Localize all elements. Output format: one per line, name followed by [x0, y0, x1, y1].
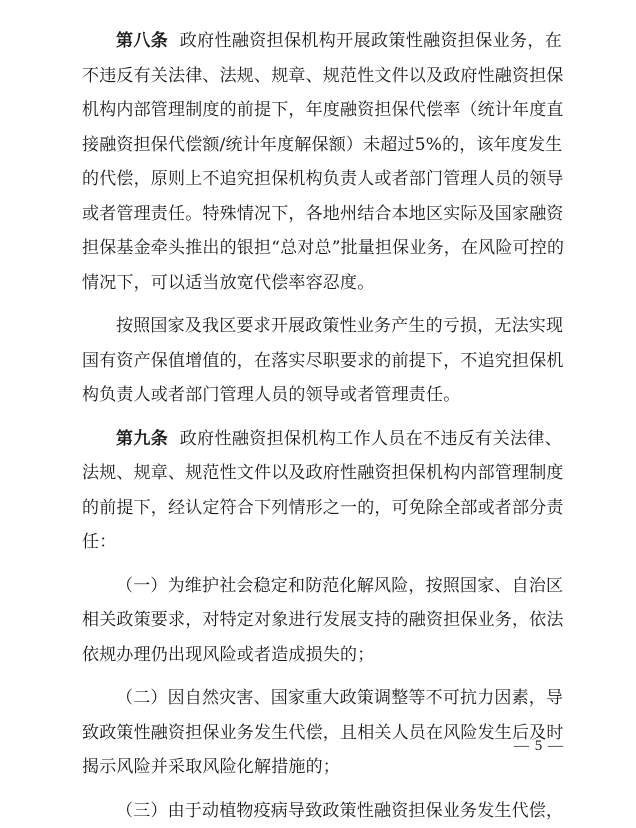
item-1-line-3: 依规办理仍出现风险或者造成损失的； [82, 638, 562, 673]
item-2-line-3: 揭示风险并采取风险化解措施的； [82, 750, 562, 785]
article-9-line-1 [82, 422, 562, 457]
article-8-line-5: 的代偿，原则上不追究担保机构负责人或者部门管理人员的领导 [82, 162, 562, 197]
article-9-line-4: 任： [82, 525, 562, 560]
article-8-line-1-text: 政府性融资担保机构开展政策性融资担保业务，在 [180, 31, 562, 51]
article-9-line-1-text: 政府性融资担保机构工作人员在不违反有关法律、 [180, 429, 562, 449]
article-8-heading: 第八条 [116, 31, 168, 51]
paragraph-2-line-2: 国有资产保值增值的，在落实尽职要求的前提下，不追究担保机 [82, 344, 562, 379]
article-8-line-3: 机构内部管理制度的前提下，年度融资担保代偿率（统计年度直 [82, 93, 562, 128]
article-8-line-2: 不违反有关法律、法规、规章、规范性文件以及政府性融资担保 [82, 59, 562, 94]
item-2-line-2: 致政策性融资担保业务发生代偿，且相关人员在风险发生后及时 [82, 716, 562, 751]
item-1-line-1: （一）为维护社会稳定和防范化解风险，按照国家、自治区 [82, 569, 562, 604]
article-9-line-2: 法规、规章、规范性文件以及政府性融资担保机构内部管理制度 [82, 456, 562, 491]
article-9-line-3: 的前提下，经认定符合下列情形之一的，可免除全部或者部分责 [82, 491, 562, 526]
paragraph-loss-exemption [82, 309, 562, 413]
article-8-line-7: 担保基金牵头推出的银担“总对总”批量担保业务，在风险可控的 [82, 231, 562, 266]
article-8-line-8: 情况下，可以适当放宽代偿率容忍度。 [82, 266, 562, 301]
paragraph-2-line-3: 构负责人或者部门管理人员的领导或者管理责任。 [82, 378, 562, 413]
paragraph-2-line-1: 按照国家及我区要求开展政策性业务产生的亏损，无法实现 [82, 309, 562, 344]
article-9 [82, 422, 562, 560]
document-page [82, 24, 562, 828]
item-1-line-2: 相关政策要求，对特定对象进行发展支持的融资担保业务，依法 [82, 603, 562, 638]
exemption-item-2 [82, 681, 562, 785]
article-8 [82, 24, 562, 300]
article-8-line-4: 接融资担保代偿额/统计年度解保额）未超过5%的，该年度发生 [82, 128, 562, 163]
item-3-line-1: （三）由于动植物疫病导致政策性融资担保业务发生代偿， [82, 794, 562, 828]
exemption-item-3 [82, 794, 562, 828]
article-8-line-1 [82, 24, 562, 59]
page-number: — 5 — [514, 738, 564, 755]
article-9-heading: 第九条 [116, 429, 168, 449]
exemption-item-1 [82, 569, 562, 673]
item-2-line-1: （二）因自然灾害、国家重大政策调整等不可抗力因素，导 [82, 681, 562, 716]
article-8-line-6: 或者管理责任。特殊情况下，各地州结合本地区实际及国家融资 [82, 197, 562, 232]
